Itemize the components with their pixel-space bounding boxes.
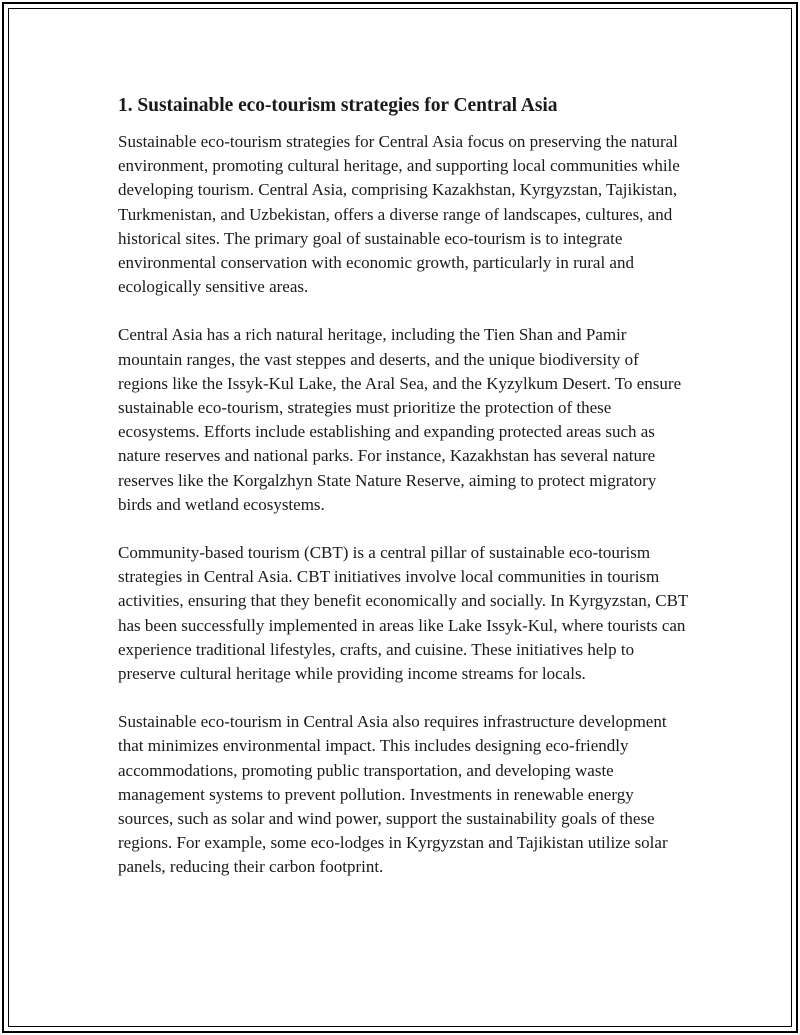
paragraph-community-based-tourism: Community-based tourism (CBT) is a central pillar of sustainable eco-tourism strategies in Central Asia. CBT initiatives involve local communities in tourism activities, ensuring that they benefit economically and socially. In Kyrgyzstan, CBT has been successfully implemented in areas like Lake Issyk-Kul, where tourists can experience traditional lifestyles, crafts, and cuisine. These initiatives help to preserve cultural heritage while providing income streams for locals.	[118, 543, 688, 684]
section-heading: 1. Sustainable eco-tourism strategies for Central Asia	[118, 95, 558, 116]
document-body	[118, 93, 690, 904]
paragraph-infrastructure: Sustainable eco-tourism in Central Asia also requires infrastructure development that minimizes environmental impact. This includes designing eco-friendly accommodations, promoting public transportation, and developing waste management systems to prevent pollution. Investments in renewable energy sources, such as solar and wind power, support the sustainability goals of these regions. For example, some eco-lodges in Kyrgyzstan and Tajikistan utilize solar panels, reducing their carbon footprint.	[118, 712, 668, 877]
paragraph-intro: Sustainable eco-tourism strategies for Central Asia focus on preserving the natural environment, promoting cultural heritage, and supporting local communities while developing tourism. Central Asia, comprising Kazakhstan, Kyrgyzstan, Tajikistan, Turkmenistan, and Uzbekistan, offers a diverse range of landscapes, cultures, and historical sites. The primary goal of sustainable eco-tourism is to integrate environmental conservation with economic growth, particularly in rural and ecologically sensitive areas.	[118, 132, 680, 297]
paragraph-natural-heritage: Central Asia has a rich natural heritage, including the Tien Shan and Pamir mountain ranges, the vast steppes and deserts, and the unique biodiversity of regions like the Issyk-Kul Lake, the Aral Sea, and the Kyzylkum Desert. To ensure sustainable eco-tourism, strategies must prioritize the protection of these ecosystems. Efforts include establishing and expanding protected areas such as nature reserves and national parks. For instance, Kazakhstan has several nature reserves like the Korgalzhyn State Nature Reserve, aiming to protect migratory birds and wetland ecosystems.	[118, 325, 682, 514]
